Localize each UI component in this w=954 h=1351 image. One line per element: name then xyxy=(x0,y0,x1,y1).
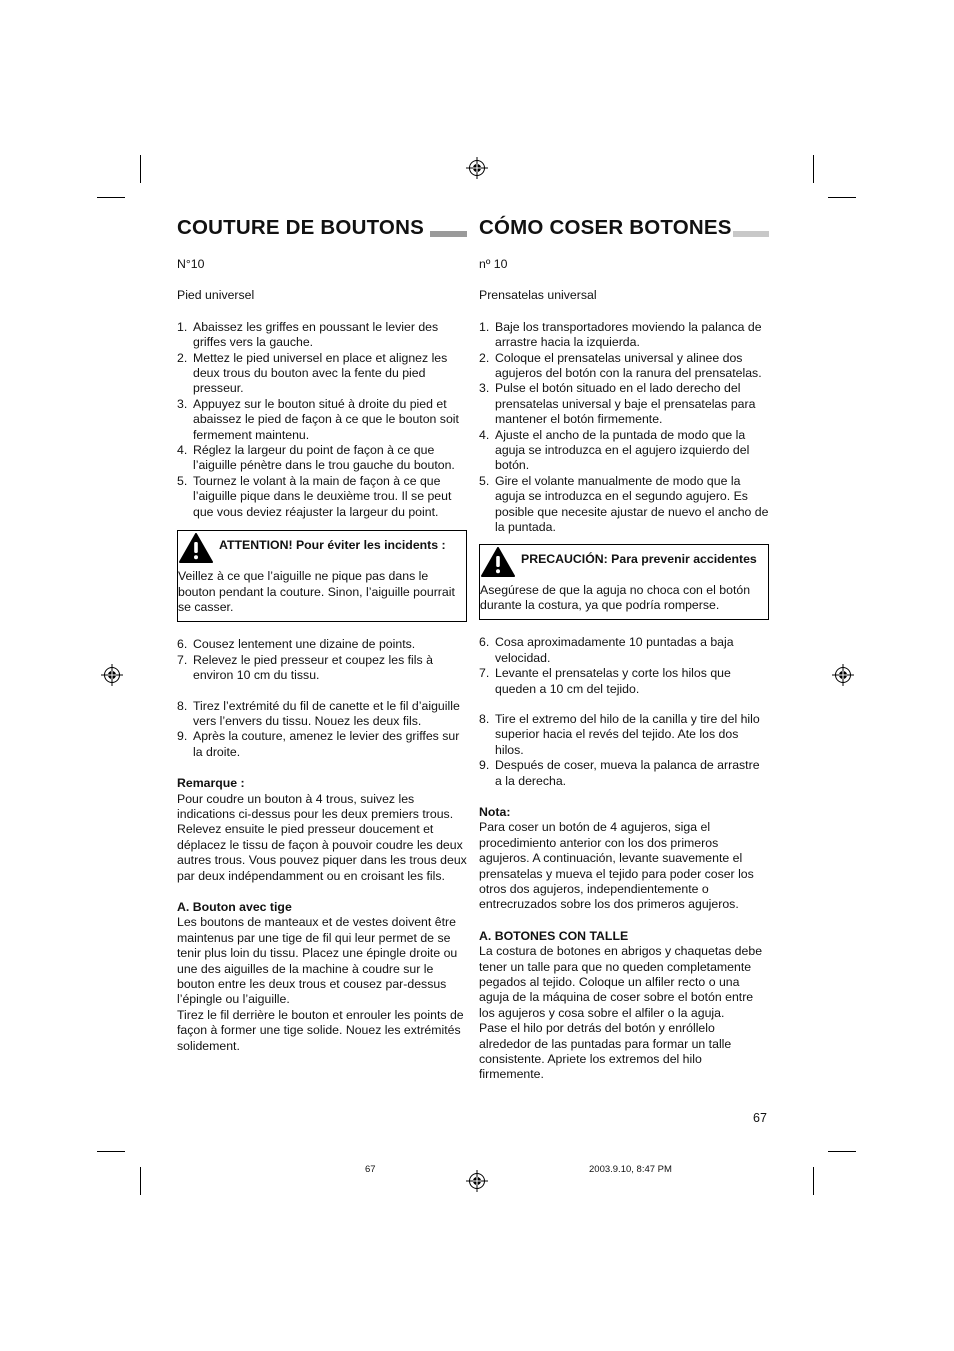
list-item xyxy=(177,729,467,760)
warning-box xyxy=(177,530,467,622)
step-number: 7. xyxy=(177,652,188,667)
steps-list xyxy=(479,712,769,789)
steps-list xyxy=(177,320,467,520)
list-item xyxy=(479,320,769,351)
list-item xyxy=(177,637,467,652)
step-text: Appuyez sur le bouton situé à droite du pied et abaissez le pied de façon à ce que le bouton soit fermement maintenu. xyxy=(193,396,459,442)
step-number: 9. xyxy=(177,729,188,744)
list-item xyxy=(177,397,467,443)
shank-heading: A. Bouton avec tige xyxy=(177,900,292,914)
crop-mark xyxy=(97,197,125,198)
step-text: Gire el volante manualmente de modo que la aguja se introduzca en el segundo agujero. Es posible que necesite ajustar de nuevo el ancho de la puntada. xyxy=(495,473,769,535)
crop-mark xyxy=(828,1151,856,1152)
list-item xyxy=(479,712,769,758)
crop-mark xyxy=(97,1151,125,1152)
steps-list xyxy=(177,699,467,761)
step-number: 1. xyxy=(479,319,490,334)
list-item xyxy=(479,381,769,427)
section-title-text: COUTURE DE BOUTONS xyxy=(177,216,424,239)
list-item xyxy=(479,666,769,697)
list-item xyxy=(479,428,769,474)
step-text: Relevez le pied presseur et coupez les fils à environ 10 cm du tissu. xyxy=(193,652,433,683)
list-item xyxy=(479,351,769,382)
spanish-column xyxy=(479,214,769,1083)
section-title-text: CÓMO COSER BOTONES xyxy=(479,216,732,239)
steps-list xyxy=(479,635,769,697)
step-text: Tire el extremo del hilo de la canilla y tire del hilo superior hacia el revés del tejido. Ate los dos hilos. xyxy=(495,711,760,757)
step-number: 5. xyxy=(479,473,490,488)
list-item xyxy=(479,635,769,666)
warning-triangle-icon xyxy=(179,533,213,563)
french-column xyxy=(177,214,467,1054)
crop-mark xyxy=(813,155,814,183)
step-text: Después de coser, mueva la palanca de arrastre a la derecha. xyxy=(495,758,760,788)
list-item xyxy=(177,443,467,474)
registration-mark-icon xyxy=(466,1170,488,1192)
step-number: 1. xyxy=(177,319,188,334)
step-text: Ajuste el ancho de la puntada de modo que la aguja se introduzca en el agujero izquierdo del botón. xyxy=(495,427,750,473)
crop-mark xyxy=(828,197,856,198)
list-item xyxy=(177,699,467,730)
warning-box xyxy=(479,544,769,621)
step-text: Tirez l’extrémité du fil de canette et le fil d’aiguille vers l’envers du tissu. Nouez les deux fils. xyxy=(193,698,460,728)
registration-mark-icon xyxy=(101,664,123,686)
step-number: 3. xyxy=(177,396,188,411)
step-number: 8. xyxy=(479,711,490,726)
steps-list xyxy=(177,637,467,683)
step-text: Abaissez les griffes en poussant le levier des griffes vers la gauche. xyxy=(193,319,439,350)
presser-foot: Prensatelas universal xyxy=(479,288,597,303)
shank-text: Les boutons de manteaux et de vestes doivent être maintenus par une tige de fil qui leur permet de se tenir plus loin du tissu. Placez une épingle droite ou une des aiguilles de la machine à coudre sur le bouton entre les deux trous et cousez par-dessus l’épingle ou l’aiguille. xyxy=(177,915,458,1007)
registration-mark-icon xyxy=(832,664,854,686)
footer-page: 67 xyxy=(365,1164,376,1175)
warning-heading: PRECAUCIÓN: Para prevenir accidentes xyxy=(521,551,757,566)
note-text: Pour coudre un bouton à 4 trous, suivez les indications ci-dessus pour les deux premiers trous. Relevez ensuite le pied presseur doucement et déplacez le tissu de façon à pouvoir coudre les deux autres trous. Vous pouvez piquer dans les trous deux par deux indépendamment ou en croisant les fils. xyxy=(177,791,467,883)
note-text: Para coser un botón de 4 agujeros, siga el procedimiento anterior con los dos primeros agujeros. A continuación, levante suavemente el prensatelas y mueva el tejido para poder coser los otros dos agujeros, independientemente o entrecruzados sobre los dos primeros agujeros. xyxy=(479,820,754,912)
list-item xyxy=(177,474,467,520)
crop-mark xyxy=(140,1167,141,1195)
crop-mark xyxy=(813,1167,814,1195)
step-number: 6. xyxy=(479,635,490,650)
note-heading: Remarque : xyxy=(177,776,245,791)
shank-text: Tirez le fil derrière le bouton et enrouler les points de façon à former une tige solide. Nouez les extrémités solidement. xyxy=(177,1007,464,1053)
step-text: Pulse el botón situado en el lado derecho del prensatelas universal y baje el prensatelas para mantener el botón firmemente. xyxy=(495,381,756,427)
list-item xyxy=(479,474,769,536)
steps-list xyxy=(479,320,769,536)
list-item xyxy=(177,320,467,351)
registration-mark-icon xyxy=(466,157,488,179)
warning-text: Veillez à ce que l’aiguille ne pique pas dans le bouton pendant la couture. Sinon, l’aiguille pourrait se casser. xyxy=(178,569,455,614)
step-number: 2. xyxy=(177,350,188,365)
title-bar xyxy=(430,231,467,237)
title-bar xyxy=(733,231,769,237)
page-number: 67 xyxy=(753,1111,767,1125)
step-text: Levante el prensatelas y corte los hilos que queden a 10 cm del tejido. xyxy=(495,666,731,696)
step-text: Coloque el prensatelas universal y alinee dos agujeros del botón con la ranura del prensatelas. xyxy=(495,350,762,381)
section-title xyxy=(479,214,769,242)
step-number: 4. xyxy=(177,443,188,458)
step-number: 2. xyxy=(479,350,490,365)
step-text: Cousez lentement une dizaine de points. xyxy=(193,637,416,652)
section-title xyxy=(177,214,467,242)
step-number: 8. xyxy=(177,698,188,713)
stitch-number: nº 10 xyxy=(479,257,508,271)
warning-heading: ATTENTION! Pour éviter les incidents : xyxy=(219,538,446,553)
warning-text: Asegúrese de que la aguja no choca con el botón durante la costura, ya que podría romperse. xyxy=(480,582,751,612)
step-text: Réglez la largeur du point de façon à ce que l’aiguille pénètre dans le trou gauche du bouton. xyxy=(193,443,455,473)
crop-mark xyxy=(140,155,141,183)
shank-text: Pase el hilo por detrás del botón y enróllelo alrededor de las puntadas para formar un talle consistente. Apriete los extremos del hilo firmemente. xyxy=(479,1021,732,1082)
shank-text: La costura de botones en abrigos y chaquetas debe tener un talle para que no queden completamente pegados al tejido. Coloque un alfiler recto o una aguja de la máquina de coser sobre el botón entre los agujeros y cosa sobre el alfiler o la aguja. xyxy=(479,944,763,1020)
shank-heading: A. BOTONES CON TALLE xyxy=(479,928,629,943)
step-text: Mettez le pied universel en place et alignez les deux trous du bouton avec la fente du pied presseur. xyxy=(193,350,448,396)
step-number: 4. xyxy=(479,427,490,442)
step-text: Tournez le volant à la main de façon à ce que l’aiguille pique dans le deuxième trou. Il se peut que vous deviez réajuster la largeur du point. xyxy=(193,473,452,519)
list-item xyxy=(479,758,769,789)
list-item xyxy=(177,653,467,684)
presser-foot: Pied universel xyxy=(177,288,255,303)
step-text: Baje los transportadores moviendo la palanca de arrastre hacia la izquierda. xyxy=(495,319,762,350)
step-number: 9. xyxy=(479,758,490,773)
step-text: Après la couture, amenez le levier des griffes sur la droite. xyxy=(193,729,460,759)
footer-timestamp: 2003.9.10, 8:47 PM xyxy=(589,1164,672,1175)
step-number: 6. xyxy=(177,637,188,652)
list-item xyxy=(177,351,467,397)
step-number: 3. xyxy=(479,381,490,396)
step-number: 7. xyxy=(479,666,490,681)
warning-triangle-icon xyxy=(481,547,515,577)
step-number: 5. xyxy=(177,473,188,488)
step-text: Cosa aproximadamente 10 puntadas a baja velocidad. xyxy=(495,635,734,665)
note-heading: Nota: xyxy=(479,804,511,819)
stitch-number: N°10 xyxy=(177,257,205,271)
